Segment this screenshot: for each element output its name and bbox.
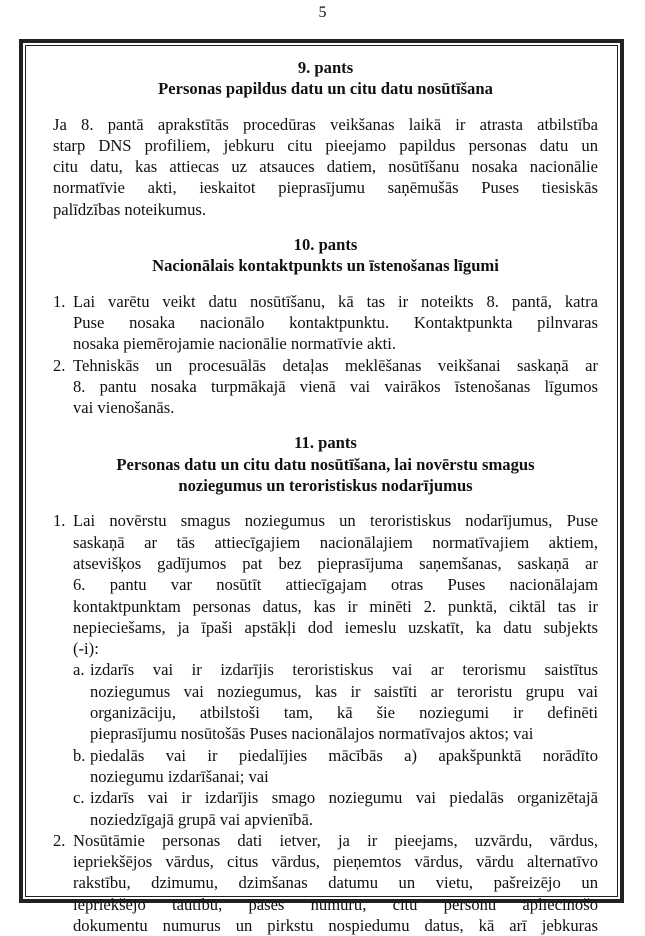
article-9 <box>53 57 598 220</box>
text-line: pieprasījumu nosūtošās Puses nacionālajos normatīvajos aktos; vai <box>90 724 534 744</box>
article-number: 9. pants <box>297 58 354 77</box>
text-line: atsevišķos gadījumos pat bez pieprasījuma saņemšanas, saskaņā ar <box>73 553 598 573</box>
text-line: noziedzīgajā grupā vai apvienībā. <box>90 809 313 829</box>
list-item <box>53 510 598 829</box>
article-11 <box>53 432 598 936</box>
sub-list-letter: c. <box>73 788 85 808</box>
text-line: Nosūtāmie personas dati ietver, ja ir pieejams, uzvārdu, vārdus, <box>73 830 598 850</box>
text-line: nepieciešams, ja īpaši apstākļi dod iemeslu uzskatīt, ka datu subjekts <box>73 617 598 637</box>
article-title: Personas papildus datu un citu datu nosūtīšana <box>158 79 493 99</box>
article-title-line: Personas datu un citu datu nosūtīšana, lai novērstu smagus <box>116 454 535 474</box>
list-number: 1. <box>53 511 66 531</box>
text-line: 6. pantu var nosūtīt attiecīgajam otras Puses nacionālajam <box>73 575 598 595</box>
text-line: saskaņā ar tās attiecīgajiem nacionālajiem normatīvajiem aktiem, <box>73 532 598 552</box>
text-line: starp DNS profiliem, jebkuru citu pieejamo papildus personas datu un <box>53 135 598 155</box>
text-line: nosaka piemērojamie nacionālie normatīvie akti. <box>73 334 396 354</box>
text-line: vai vienošanās. <box>73 398 175 418</box>
text-line: Ja 8. pantā aprakstītās procedūras veikšanas laikā ir atrasta atbilstība <box>53 114 598 134</box>
list-item <box>53 355 598 419</box>
paragraph <box>53 114 598 220</box>
text-line: organizāciju, atbilstoši tam, kā šie noziegumi ir definēti <box>90 703 598 723</box>
article-number: 10. pants <box>293 235 358 255</box>
text-line: izdarīs vai ir izdarījis teroristiskus vai ar terorismu saistītus <box>90 660 598 680</box>
text-line: noziegumus vai noziegumus, kas ir saistīti ar teroristu grupu vai <box>90 681 598 701</box>
text-line: piedalās vai ir piedalījies mācībās a) apakšpunktā norādīto <box>90 745 598 765</box>
sub-list-letter: b. <box>73 745 86 765</box>
sub-list-item <box>73 659 598 744</box>
list-item <box>53 830 598 936</box>
article-number: 11. pants <box>294 433 357 453</box>
text-line: iepriekšējo tautību, pases numuru, citu personu apliecinošo <box>73 894 598 914</box>
sub-list-letter: a. <box>73 660 85 680</box>
sub-list-item <box>73 787 598 830</box>
text-line: izdarīs vai ir izdarījis smago noziegumu vai piedalās organizētajā <box>90 788 598 808</box>
text-line: (-i): <box>73 639 99 659</box>
list-number: 1. <box>53 291 66 311</box>
page-number: 5 <box>318 4 327 21</box>
article-10 <box>53 234 598 418</box>
document-content <box>53 57 598 936</box>
article-title-line: noziegumus un teroristiskus nodarījumus <box>178 476 473 496</box>
text-line: Tehniskās un procesuālās detaļas meklēšanas veikšanai saskaņā ar <box>73 355 598 375</box>
text-line: rakstību, dzimumu, dzimšanas datumu un vietu, pašreizējo un <box>73 873 598 893</box>
text-line: Lai novērstu smagus noziegumus un teroristiskus nodarījumus, Puse <box>73 511 598 531</box>
article-title: Nacionālais kontaktpunkts un īstenošanas līgumi <box>152 256 499 276</box>
text-line: normatīvie akti, ieskaitot pieprasījumu saņēmušās Puses tiesiskās <box>53 178 598 198</box>
text-line: iepriekšējos vārdus, citus vārdus, pieņemtos vārdus, vārdu alternatīvo <box>73 852 598 872</box>
text-line: noziegumu izdarīšanai; vai <box>90 766 269 786</box>
text-line: Lai varētu veikt datu nosūtīšanu, kā tas ir noteikts 8. pantā, katra <box>73 291 598 311</box>
text-line: 8. pantu nosaka turpmākajā vienā vai vairākos īstenošanas līgumos <box>73 376 598 396</box>
text-line: citu datu, kas attiecas uz atsauces datiem, nosūtīšanu nosaka nacionālie <box>53 157 598 177</box>
list-number: 2. <box>53 830 66 850</box>
text-line: kontaktpunktam personas datus, kas ir minēti 2. punktā, ciktāl tas ir <box>73 596 598 616</box>
list-number: 2. <box>53 355 66 375</box>
document-frame <box>19 39 624 935</box>
text-line: dokumentu numurus un pirkstu nospiedumu datus, kā arī jebkuras <box>73 915 598 935</box>
text-line: palīdzības noteikumus. <box>53 199 207 219</box>
text-line: Puse nosaka nacionālo kontaktpunktu. Kontaktpunkta pilnvaras <box>73 312 598 332</box>
sub-list-item <box>73 745 598 788</box>
list-item <box>53 291 598 355</box>
